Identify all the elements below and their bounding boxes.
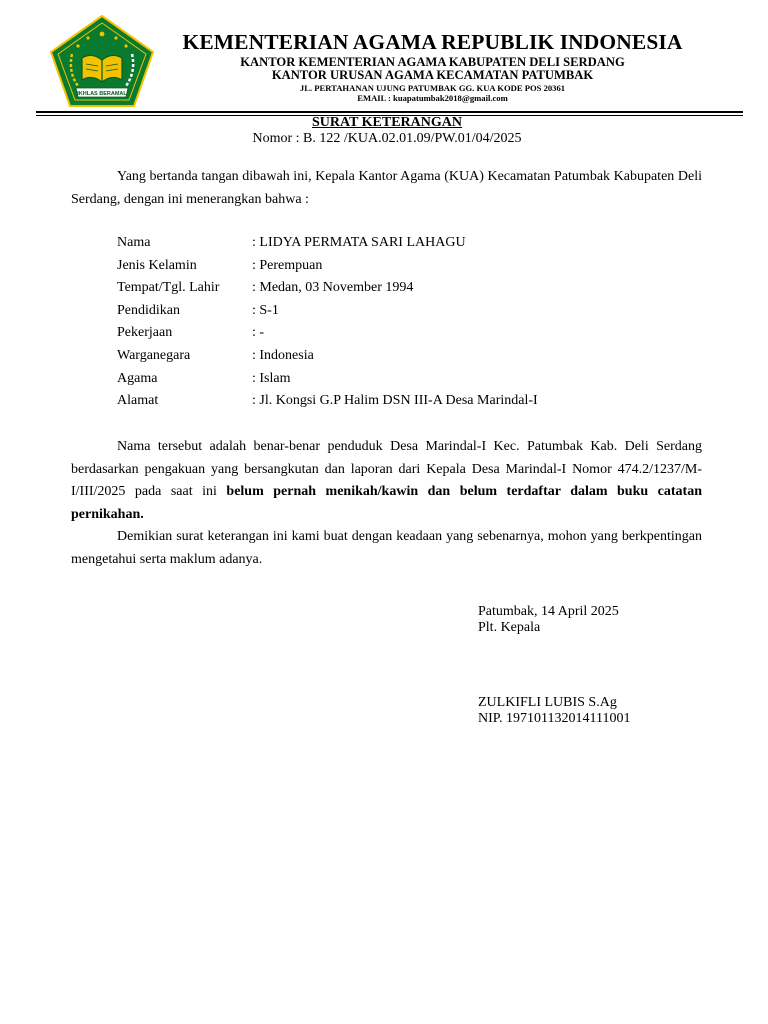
letterhead-divider-thick [36,111,743,113]
identity-row [117,345,538,368]
identity-row [117,368,538,391]
closing-block [478,604,619,636]
statement-text: Nama tersebut adalah benar-benar penduduk Desa Marindal-I Kec. Patumbak Kab. Deli Serdang berdasarkan pengakuan yang bersangkutan dan laporan dari Kepala Desa Marindal-I Nomor 474.2/1237/M-I/III/2025 pada saat ini [71,439,702,500]
identity-value: : Islam [252,370,291,386]
intro-section [71,166,702,211]
signatory-name: ZULKIFLI LUBIS S.Ag [478,695,617,710]
identity-row [117,300,538,323]
identity-value: : LIDYA PERMATA SARI LAHAGU [252,235,466,250]
identity-list [117,232,538,413]
identity-row [117,390,538,413]
identity-value: : S-1 [252,302,279,318]
identity-row [117,232,538,255]
identity-row [117,255,538,278]
statement-emphasis: belum pernah menikah/kawin dan belum terdaftar dalam buku catatan pernikahan. [71,484,702,522]
identity-label: Jenis Kelamin [117,257,197,273]
kua-name: KANTOR URUSAN AGAMA KECAMATAN PATUMBAK [271,68,594,82]
office-email: EMAIL : kuapatumbak2018@gmail.com [357,93,508,103]
identity-label: Alamat [117,393,159,409]
letterhead [160,30,705,103]
identity-value: : Jl. Kongsi G.P Halim DSN III-A Desa Marindal-I [252,393,538,409]
ministry-name: KEMENTERIAN AGAMA REPUBLIK INDONESIA [182,30,683,54]
signatory-block [478,695,630,727]
identity-value: : - [252,325,265,341]
identity-row [117,322,538,345]
identity-label: Pekerjaan [117,325,173,341]
statement-section [71,436,702,572]
document-title: SURAT KETERANGAN [311,115,462,130]
signer-position: Plt. Kepala [478,620,541,635]
identity-row [117,277,538,300]
identity-label: Pendidikan [117,302,180,318]
intro-paragraph: Yang bertanda tangan dibawah ini, Kepala Kantor Agama (KUA) Kecamatan Patumbak Kabupaten Deli Serdang, dengan ini menerangkan bahwa : [71,169,702,207]
identity-label: Nama [117,235,151,250]
identity-label: Agama [117,370,158,386]
identity-label: Tempat/Tgl. Lahir [117,280,220,296]
svg-text:IKHLAS BERAMAL: IKHLAS BERAMAL [77,91,127,97]
document-number: Nomor : B. 122 /KUA.02.01.09/PW.01/04/2025 [252,131,522,146]
kemenag-emblem-icon [48,14,156,108]
statement-paragraph [71,436,702,526]
closing-paragraph: Demikian surat keterangan ini kami buat dengan keadaan yang sebenarnya, mohon yang berkpentingan mengetahui serta maklum adanya. [71,529,702,567]
place-date: Patumbak, 14 April 2025 [478,604,619,619]
identity-value: : Indonesia [252,347,314,363]
identity-value: : Perempuan [252,257,323,273]
identity-label: Warganegara [117,347,191,363]
identity-value: : Medan, 03 November 1994 [252,280,414,296]
office-name: KANTOR KEMENTERIAN AGAMA KABUPATEN DELI SERDANG [240,55,625,69]
office-address: JL. PERTAHANAN UJUNG PATUMBAK GG. KUA KODE POS 20361 [299,83,566,93]
signatory-nip: NIP. 197101132014111001 [478,711,631,726]
